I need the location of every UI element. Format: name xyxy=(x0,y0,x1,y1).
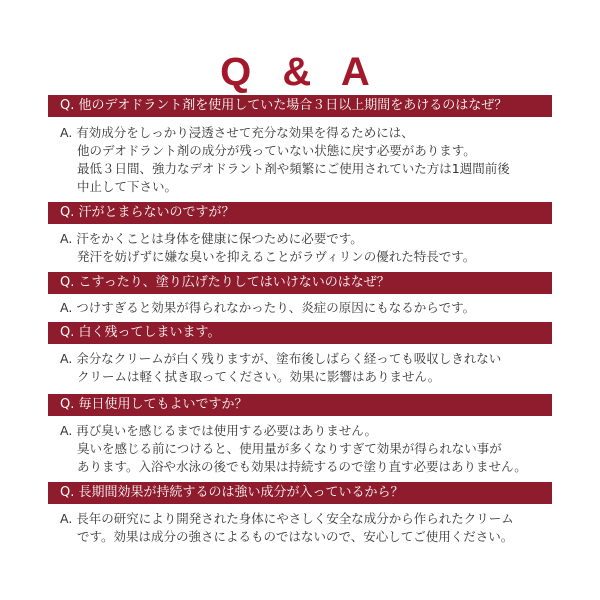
question-bar: Q. 長期間効果が持続するのは強い成分が入っているから？ xyxy=(48,482,552,504)
answer-line: A. 再び臭いを感じるまでは使用する必要はありません。 xyxy=(60,423,378,438)
answer-block xyxy=(60,230,552,266)
answer-line: クリームは軽く拭き取ってください。効果に影響はありません。 xyxy=(77,369,441,384)
question-bar: Q. こすったり、塗り広げたりしてはいけないのはなぜ？ xyxy=(48,272,552,294)
answer-block xyxy=(60,299,552,317)
answer-line: です。効果は成分の強さによるものではないので、安心してご使用ください。 xyxy=(77,529,514,544)
answer-line: 臭いを感じる前につけると、使用量が多くなりすぎて効果が得られない事が xyxy=(77,441,502,456)
answer-block xyxy=(60,510,552,546)
answer-line: 最低３日間、強力なデオドラント剤や頻繁にご使用されていた方は1週間前後 xyxy=(77,161,510,176)
answer-block xyxy=(60,350,552,386)
answer-line: A. 汗をかくことは身体を健康に保つために必要です。 xyxy=(60,231,363,246)
answer-line: A. つけすぎると効果が得られなかったり、炎症の原因にもなるからです。 xyxy=(60,300,476,315)
answer-line: A. 有効成分をしっかり浸透させて充分な効果を得るためには、 xyxy=(60,125,414,140)
question-bar: Q. 他のデオドラント剤を使用していた場合３日以上期間をあけるのはなぜ？ xyxy=(48,95,552,117)
answer-block xyxy=(60,422,552,476)
page-title: Q & A xyxy=(220,50,380,94)
answer-block xyxy=(60,124,552,196)
question-bar: Q. 白く残ってしまいます。 xyxy=(48,322,552,344)
answer-line: 他のデオドラント剤の成分が残っていない状態に戻す必要があります。 xyxy=(77,143,476,158)
question-bar: Q. 汗がとまらないのですが？ xyxy=(48,202,552,224)
answer-line: A. 長年の研究により開発された身体にやさしく安全な成分から作られたクリーム xyxy=(60,511,514,526)
answer-line: あります。入浴や水泳の後でも効果は持続するので塗り直す必要はありません。 xyxy=(77,459,527,474)
question-bar: Q. 毎日使用してもよいですか？ xyxy=(48,394,552,416)
answer-line: A. 余分なクリームが白く残りますが、塗布後しばらく経っても吸収しきれない xyxy=(60,351,502,366)
answer-line: 発汗を妨げずに嫌な臭いを抑えることがラヴィリンの優れた特長です。 xyxy=(77,249,476,264)
answer-line: 中止して下さい。 xyxy=(77,179,178,194)
